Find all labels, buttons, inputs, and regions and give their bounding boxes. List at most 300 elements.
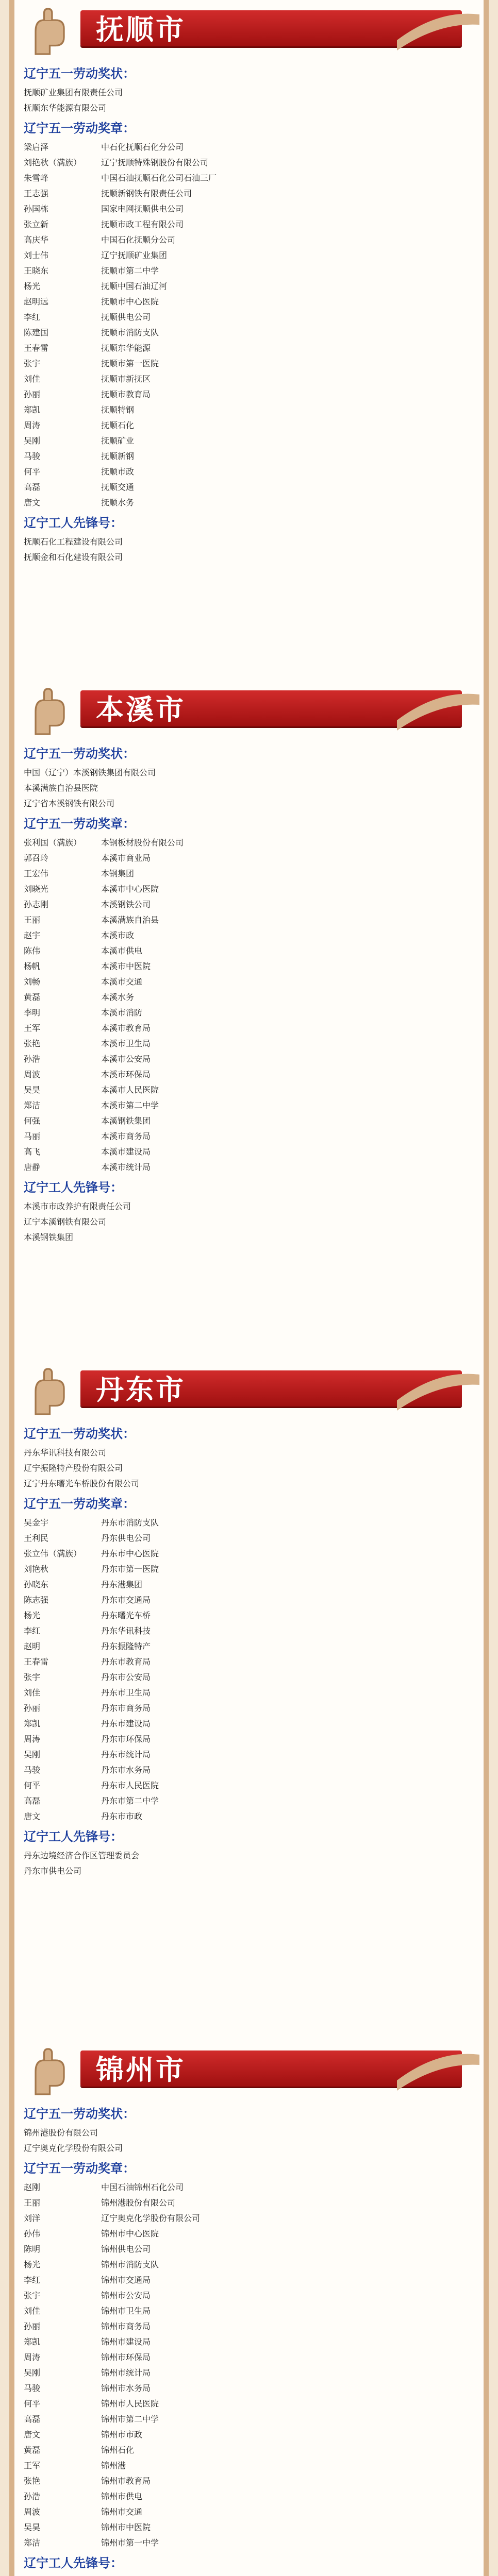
medal-entry	[19, 2381, 479, 2397]
medal-entry	[19, 140, 479, 156]
recipient-org: 丹东市中心医院	[101, 1550, 159, 1558]
medal-entry	[19, 341, 479, 357]
raised-fist-icon	[19, 1363, 75, 1420]
recipient-name: 高庆华	[24, 236, 49, 245]
recipient-name: 张艳	[24, 1040, 41, 1048]
recipient-name: 吴刚	[24, 1751, 41, 1759]
raised-fist-icon	[19, 2043, 75, 2100]
recipient-name: 周波	[24, 2508, 41, 2517]
recipient-org: 锦州市商务局	[101, 2323, 151, 2331]
labor-award-heading: 辽宁五一劳动奖状：	[24, 2107, 135, 2121]
recipient-org: 丹东市环保局	[101, 1735, 151, 1744]
recipient-org: 丹东市水务局	[101, 1766, 151, 1775]
recipient-name: 赵明	[24, 1642, 41, 1651]
recipient-name: 杨光	[24, 1612, 41, 1620]
medal-entry	[19, 1794, 479, 1809]
recipient-org: 本溪市人民医院	[101, 1086, 159, 1095]
recipient-org: 锦州市第二中学	[101, 2415, 159, 2424]
recipient-name: 黄磊	[24, 993, 41, 1002]
medal-entry	[19, 1655, 479, 1670]
medal-entry	[19, 1114, 479, 1129]
recipient-name: 吴金宇	[24, 1519, 49, 1528]
recipient-org: 锦州市卫生局	[101, 2307, 151, 2316]
labor-award-heading: 辽宁五一劳动奖状：	[24, 67, 135, 81]
recipient-org: 抚顺水务	[101, 499, 135, 507]
labor-award-org: 抚顺矿业集团有限责任公司	[24, 89, 123, 97]
medal-entry	[19, 2536, 479, 2551]
recipient-org: 本溪市公安局	[101, 1055, 151, 1064]
recipient-name: 王丽	[24, 2199, 41, 2208]
decorative-swoosh-icon	[397, 2049, 479, 2092]
medal-entry	[19, 372, 479, 387]
recipient-org: 锦州市交通	[101, 2508, 143, 2517]
recipient-name: 马丽	[24, 1132, 41, 1141]
recipient-org: 本溪市中心医院	[101, 885, 159, 894]
recipient-org: 锦州市交通局	[101, 2276, 151, 2285]
recipient-org: 本溪市交通	[101, 978, 143, 987]
recipient-org: 国家电网抚顺供电公司	[101, 205, 184, 214]
recipient-org: 锦州市公安局	[101, 2292, 151, 2300]
recipient-name: 朱雪峰	[24, 174, 49, 183]
recipient-org: 抚顺市第二中学	[101, 267, 159, 276]
recipient-name: 唐文	[24, 2431, 41, 2439]
recipient-name: 高磊	[24, 2415, 41, 2424]
medal-entry	[19, 1778, 479, 1794]
recipient-name: 陈伟	[24, 947, 41, 956]
city-section	[19, 1360, 479, 1879]
labor-award-org: 锦州港股份有限公司	[24, 2129, 98, 2138]
medal-entry	[19, 2459, 479, 2474]
recipient-name: 张宇	[24, 360, 41, 368]
recipient-org: 锦州市供电	[101, 2493, 143, 2501]
recipient-org: 丹东市建设局	[101, 1720, 151, 1728]
recipient-org: 抚顺新钢	[101, 452, 135, 461]
recipient-org: 锦州市教育局	[101, 2477, 151, 2486]
recipient-name: 周波	[24, 1071, 41, 1079]
medal-entry	[19, 2489, 479, 2505]
labor-award-org: 抚顺东华能源有限公司	[24, 104, 107, 113]
city-section	[19, 680, 479, 1246]
recipient-name: 陈明	[24, 2245, 41, 2254]
recipient-org: 本溪市消防	[101, 1009, 143, 1018]
recipient-name: 孙丽	[24, 1704, 41, 1713]
medal-entry	[19, 2289, 479, 2304]
medal-entry	[19, 944, 479, 959]
recipient-name: 刘洋	[24, 2214, 41, 2223]
recipient-name: 王军	[24, 2462, 41, 2470]
decorative-swoosh-icon	[397, 1369, 479, 1412]
recipient-name: 孙志刚	[24, 901, 49, 909]
recipient-org: 抚顺市教育局	[101, 391, 151, 399]
recipient-name: 孙晓东	[24, 1581, 49, 1589]
medal-entry	[19, 2366, 479, 2381]
pioneer-org: 丹东边境经济合作区管理委员会	[24, 1852, 140, 1860]
recipient-name: 刘畅	[24, 978, 41, 987]
recipient-org: 丹东市消防支队	[101, 1519, 159, 1528]
recipient-name: 高磊	[24, 483, 41, 492]
recipient-name: 赵刚	[24, 2183, 41, 2192]
medal-entry	[19, 1717, 479, 1732]
recipient-name: 张立新	[24, 221, 49, 229]
recipient-name: 唐静	[24, 1163, 41, 1172]
recipient-org: 抚顺市新抚区	[101, 375, 151, 384]
recipient-org: 抚顺石化	[101, 421, 135, 430]
medal-entry	[19, 1067, 479, 1083]
medal-entry	[19, 171, 479, 187]
medal-entry	[19, 1531, 479, 1547]
recipient-name: 唐文	[24, 499, 41, 507]
recipient-name: 赵宇	[24, 931, 41, 940]
decorative-swoosh-icon	[397, 9, 479, 52]
recipient-org: 中国石油抚顺石化公司石油三厂	[101, 174, 217, 183]
recipient-org: 锦州市人民医院	[101, 2400, 159, 2409]
recipient-org: 丹东市教育局	[101, 1658, 151, 1667]
recipient-name: 何平	[24, 2400, 41, 2409]
city-title: 抚顺市	[96, 14, 186, 45]
recipient-name: 张立伟（满族）	[24, 1550, 82, 1558]
recipient-name: 李明	[24, 1009, 41, 1018]
recipient-name: 郑凯	[24, 1720, 41, 1728]
recipient-org: 丹东供电公司	[101, 1534, 151, 1543]
city-title: 丹东市	[96, 1375, 186, 1405]
recipient-name: 孙浩	[24, 2493, 41, 2501]
recipient-name: 王利民	[24, 1534, 49, 1543]
medal-entry	[19, 310, 479, 326]
medal-entry	[19, 2196, 479, 2211]
recipient-org: 锦州港股份有限公司	[101, 2199, 176, 2208]
medal-entry	[19, 1608, 479, 1624]
medal-entry	[19, 1145, 479, 1160]
medal-entry	[19, 928, 479, 944]
recipient-org: 本溪水务	[101, 993, 135, 1002]
recipient-org: 辽宁抚顺特殊钢股份有限公司	[101, 159, 209, 167]
city-title: 本溪市	[96, 694, 186, 725]
medal-entry	[19, 279, 479, 295]
recipient-org: 锦州市第一中学	[101, 2539, 159, 2548]
medal-entry	[19, 975, 479, 990]
medal-entry	[19, 897, 479, 913]
recipient-org: 丹东振隆特产	[101, 1642, 151, 1651]
medal-heading: 辽宁五一劳动奖章：	[24, 122, 135, 135]
recipient-org: 本溪市卫生局	[101, 1040, 151, 1048]
recipient-name: 马骏	[24, 2384, 41, 2393]
recipient-name: 何强	[24, 1117, 41, 1126]
medal-entry	[19, 248, 479, 264]
recipient-org: 辽宁奥克化学股份有限公司	[101, 2214, 201, 2223]
recipient-name: 陈建国	[24, 329, 49, 337]
medal-entry	[19, 357, 479, 372]
medal-entry	[19, 2520, 479, 2536]
recipient-name: 黄磊	[24, 2446, 41, 2455]
medal-entry	[19, 836, 479, 851]
city-section	[19, 0, 479, 566]
recipient-org: 锦州石化	[101, 2446, 135, 2455]
medal-entry	[19, 1763, 479, 1778]
recipient-name: 吴昊	[24, 1086, 41, 1095]
medal-entry	[19, 2211, 479, 2227]
recipient-name: 赵明远	[24, 298, 49, 307]
recipient-org: 本溪市第二中学	[101, 1101, 159, 1110]
recipient-name: 杨光	[24, 282, 41, 291]
pioneer-heading: 辽宁工人先锋号：	[24, 2556, 123, 2570]
recipient-org: 本溪钢铁集团	[101, 1117, 151, 1126]
recipient-org: 本溪市建设局	[101, 1148, 151, 1157]
medal-entry	[19, 449, 479, 465]
medal-entry	[19, 1624, 479, 1639]
medal-entry	[19, 418, 479, 434]
recipient-name: 王军	[24, 1024, 41, 1033]
recipient-name: 李红	[24, 2276, 41, 2285]
recipient-name: 孙丽	[24, 2323, 41, 2331]
medal-entry	[19, 187, 479, 202]
recipient-name: 吴昊	[24, 2523, 41, 2532]
pioneer-org: 抚顺石化工程建设有限公司	[24, 538, 123, 547]
medal-entry	[19, 2443, 479, 2459]
medal-entry	[19, 480, 479, 496]
recipient-name: 孙丽	[24, 391, 41, 399]
recipient-org: 本溪钢铁公司	[101, 901, 151, 909]
medal-entry	[19, 1578, 479, 1593]
labor-award-org: 辽宁奥克化学股份有限公司	[24, 2144, 123, 2153]
recipient-name: 刘艳秋（满族）	[24, 159, 82, 167]
recipient-org: 本溪市商务局	[101, 1132, 151, 1141]
city-banner	[19, 680, 479, 742]
medal-entry	[19, 1083, 479, 1098]
recipient-name: 王宏伟	[24, 870, 49, 878]
recipient-org: 锦州市环保局	[101, 2353, 151, 2362]
recipient-name: 王志强	[24, 190, 49, 198]
recipient-name: 王春雷	[24, 344, 49, 353]
medal-entry	[19, 264, 479, 279]
recipient-name: 马骏	[24, 452, 41, 461]
medal-entry	[19, 1639, 479, 1655]
recipient-org: 锦州供电公司	[101, 2245, 151, 2254]
medal-entry	[19, 1037, 479, 1052]
pioneer-heading: 辽宁工人先锋号：	[24, 516, 123, 530]
medal-entry	[19, 2319, 479, 2335]
medal-entry	[19, 2304, 479, 2319]
recipient-org: 抚顺市政	[101, 468, 135, 477]
recipient-name: 郑凯	[24, 2338, 41, 2347]
recipient-org: 锦州市建设局	[101, 2338, 151, 2347]
medal-entry	[19, 326, 479, 341]
medal-entry	[19, 434, 479, 449]
recipient-name: 王晓东	[24, 267, 49, 276]
medal-entry	[19, 156, 479, 171]
recipient-org: 本溪满族自治县	[101, 916, 159, 925]
recipient-org: 锦州港	[101, 2462, 126, 2470]
medal-entry	[19, 1098, 479, 1114]
recipient-org: 抚顺供电公司	[101, 313, 151, 322]
recipient-org: 丹东市人民医院	[101, 1782, 159, 1790]
recipient-org: 丹东市市政	[101, 1812, 143, 1821]
raised-fist-icon	[19, 3, 75, 60]
recipient-org: 丹东市统计局	[101, 1751, 151, 1759]
recipient-org: 抚顺中国石油辽河	[101, 282, 168, 291]
medal-entry	[19, 959, 479, 975]
recipient-org: 丹东曙光车桥	[101, 1612, 151, 1620]
pioneer-org: 丹东市供电公司	[24, 1867, 82, 1876]
recipient-name: 张宇	[24, 1673, 41, 1682]
medal-entry	[19, 1701, 479, 1717]
recipient-name: 李红	[24, 1627, 41, 1636]
recipient-org: 本溪市中医院	[101, 962, 151, 971]
recipient-name: 李红	[24, 313, 41, 322]
decorative-swoosh-icon	[397, 689, 479, 732]
medal-heading: 辽宁五一劳动奖章：	[24, 1497, 135, 1511]
recipient-name: 刘士伟	[24, 251, 49, 260]
recipient-name: 刘佳	[24, 1689, 41, 1698]
recipient-name: 杨帆	[24, 962, 41, 971]
pioneer-org: 抚顺金和石化建设有限公司	[24, 553, 123, 562]
recipient-name: 刘晓光	[24, 885, 49, 894]
medal-entry	[19, 2180, 479, 2196]
recipient-org: 锦州市统计局	[101, 2369, 151, 2378]
recipient-org: 中国石化抚顺分公司	[101, 236, 176, 245]
recipient-org: 锦州市消防支队	[101, 2261, 159, 2269]
recipient-name: 周涛	[24, 421, 41, 430]
recipient-name: 孙浩	[24, 1055, 41, 1064]
medal-entry	[19, 2258, 479, 2273]
medal-entry	[19, 1052, 479, 1067]
recipient-org: 抚顺市中心医院	[101, 298, 159, 307]
labor-award-heading: 辽宁五一劳动奖状：	[24, 1427, 135, 1441]
medal-entry	[19, 867, 479, 882]
recipient-org: 抚顺市消防支队	[101, 329, 159, 337]
recipient-name: 梁启泽	[24, 143, 49, 152]
recipient-org: 丹东华讯科技	[101, 1627, 151, 1636]
medal-entry	[19, 2474, 479, 2489]
recipient-name: 周涛	[24, 2353, 41, 2362]
pioneer-org: 本溪钢铁集团	[24, 1233, 74, 1242]
medal-entry	[19, 1516, 479, 1531]
recipient-org: 丹东市第一医院	[101, 1565, 159, 1574]
recipient-name: 周涛	[24, 1735, 41, 1744]
pioneer-org: 辽宁本溪钢铁有限公司	[24, 1218, 107, 1227]
medal-entry	[19, 2335, 479, 2350]
recipient-org: 锦州市水务局	[101, 2384, 151, 2393]
recipient-org: 抚顺特钢	[101, 406, 135, 415]
recipient-org: 锦州市中医院	[101, 2523, 151, 2532]
medal-entry	[19, 2428, 479, 2443]
recipient-name: 王春雷	[24, 1658, 49, 1667]
medal-entry	[19, 1670, 479, 1686]
recipient-org: 抚顺矿业	[101, 437, 135, 446]
labor-award-org: 辽宁振隆特产股份有限公司	[24, 1464, 123, 1473]
recipient-org: 丹东港集团	[101, 1581, 143, 1589]
medal-entry	[19, 2412, 479, 2428]
recipient-org: 丹东市卫生局	[101, 1689, 151, 1698]
recipient-name: 刘佳	[24, 2307, 41, 2316]
labor-award-org: 丹东华讯科技有限公司	[24, 1449, 107, 1458]
pioneer-heading: 辽宁工人先锋号：	[24, 1181, 123, 1195]
city-banner	[19, 0, 479, 62]
medal-entry	[19, 990, 479, 1006]
city-title: 锦州市	[96, 2055, 186, 2086]
medal-heading: 辽宁五一劳动奖章：	[24, 817, 135, 831]
recipient-name: 张艳	[24, 2477, 41, 2486]
medal-entry	[19, 465, 479, 480]
medal-entry	[19, 851, 479, 867]
recipient-org: 丹东市商务局	[101, 1704, 151, 1713]
recipient-name: 杨光	[24, 2261, 41, 2269]
recipient-name: 吴刚	[24, 2369, 41, 2378]
medal-entry	[19, 2273, 479, 2289]
recipient-org: 本溪市政	[101, 931, 135, 940]
recipient-org: 本溪市供电	[101, 947, 143, 956]
recipient-org: 本溪市环保局	[101, 1071, 151, 1079]
medal-entry	[19, 1006, 479, 1021]
medal-entry	[19, 496, 479, 511]
recipient-org: 本钢板材股份有限公司	[101, 839, 184, 848]
recipient-name: 王丽	[24, 916, 41, 925]
medal-entry	[19, 1686, 479, 1701]
recipient-name: 高磊	[24, 1797, 41, 1806]
recipient-name: 刘艳秋	[24, 1565, 49, 1574]
medal-entry	[19, 1809, 479, 1825]
medal-entry	[19, 1593, 479, 1608]
medal-entry	[19, 913, 479, 928]
recipient-name: 何平	[24, 1782, 41, 1790]
recipient-org: 锦州市市政	[101, 2431, 143, 2439]
recipient-name: 郭召玲	[24, 854, 49, 863]
labor-award-org: 辽宁丹东曙光车桥股份有限公司	[24, 1480, 140, 1488]
recipient-org: 中石化抚顺石化分公司	[101, 143, 184, 152]
labor-award-org: 辽宁省本溪钢铁有限公司	[24, 800, 115, 808]
medal-entry	[19, 2350, 479, 2366]
recipient-org: 丹东市公安局	[101, 1673, 151, 1682]
recipient-org: 本钢集团	[101, 870, 135, 878]
labor-award-heading: 辽宁五一劳动奖状：	[24, 747, 135, 761]
recipient-org: 抚顺交通	[101, 483, 135, 492]
medal-entry	[19, 2505, 479, 2520]
recipient-name: 孙国栋	[24, 205, 49, 214]
raised-fist-icon	[19, 683, 75, 740]
city-section	[19, 2040, 479, 2576]
recipient-name: 吴刚	[24, 437, 41, 446]
recipient-org: 丹东市交通局	[101, 1596, 151, 1605]
medal-entry	[19, 2242, 479, 2258]
medal-entry	[19, 387, 479, 403]
recipient-org: 本溪市统计局	[101, 1163, 151, 1172]
recipient-name: 高飞	[24, 1148, 41, 1157]
recipient-name: 何平	[24, 468, 41, 477]
recipient-org: 丹东市第二中学	[101, 1797, 159, 1806]
recipient-name: 郑凯	[24, 406, 41, 415]
medal-entry	[19, 1748, 479, 1763]
recipient-org: 抚顺市第一医院	[101, 360, 159, 368]
recipient-org: 本溪市商业局	[101, 854, 151, 863]
recipient-org: 锦州市中心医院	[101, 2230, 159, 2239]
medal-entry	[19, 1160, 479, 1176]
medal-entry	[19, 1732, 479, 1748]
recipient-org: 抚顺新钢铁有限责任公司	[101, 190, 192, 198]
recipient-org: 中国石油锦州石化公司	[101, 2183, 184, 2192]
recipient-name: 郑洁	[24, 1101, 41, 1110]
recipient-name: 张利国（满族）	[24, 839, 82, 848]
medal-entry	[19, 1021, 479, 1037]
pioneer-heading: 辽宁工人先锋号：	[24, 1830, 123, 1844]
city-banner	[19, 1360, 479, 1422]
labor-award-org: 本溪满族自治县医院	[24, 784, 98, 793]
medal-entry	[19, 295, 479, 310]
medal-entry	[19, 2227, 479, 2242]
medal-entry	[19, 217, 479, 233]
recipient-org: 抚顺市政工程有限公司	[101, 221, 184, 229]
medal-entry	[19, 882, 479, 897]
medal-entry	[19, 403, 479, 418]
recipient-org: 本溪市教育局	[101, 1024, 151, 1033]
